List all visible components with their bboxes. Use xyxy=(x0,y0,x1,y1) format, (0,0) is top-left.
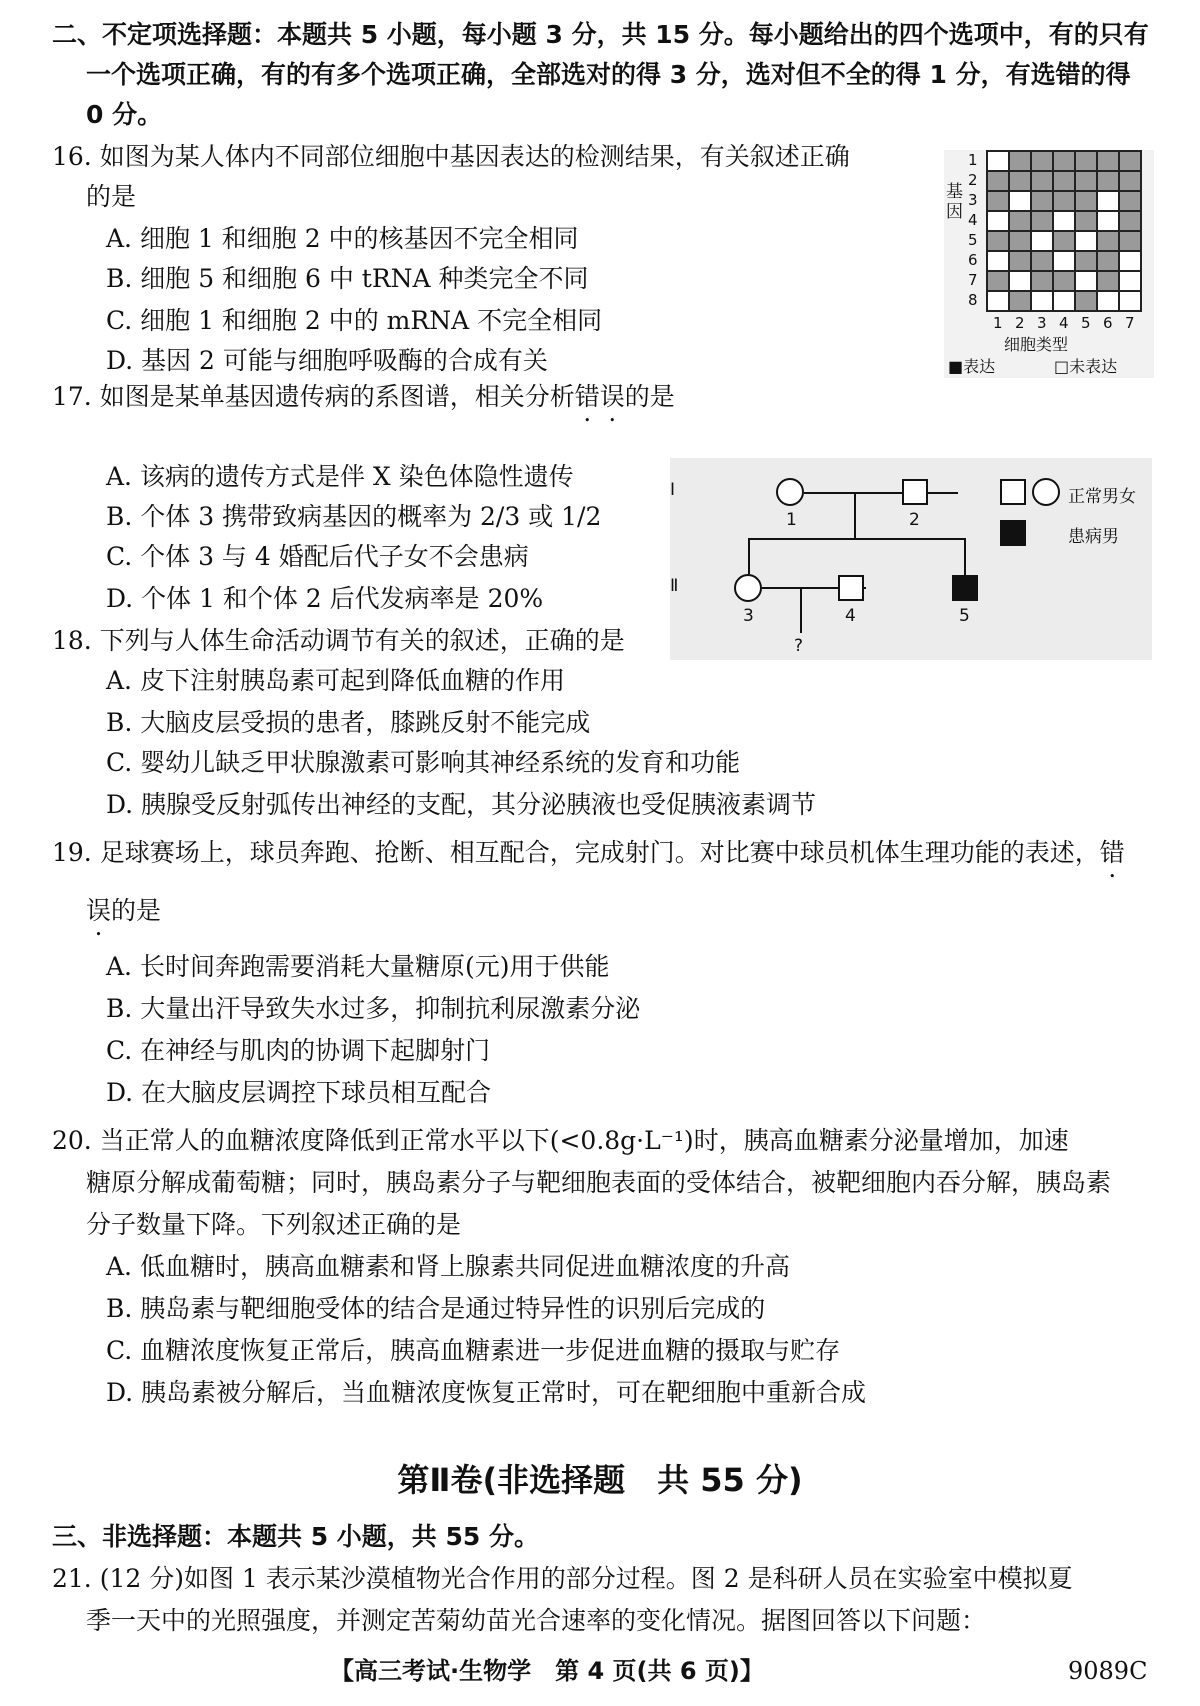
individual-2-male xyxy=(902,479,928,505)
gene-cell xyxy=(1075,191,1097,211)
individual-4-male xyxy=(838,575,864,601)
gene-cell xyxy=(1053,271,1075,291)
q16-option-d: D. 基因 2 可能与细胞呼吸酶的合成有关 xyxy=(106,346,548,375)
generation-label-2: Ⅱ xyxy=(670,576,679,596)
gene-cell xyxy=(1075,271,1097,291)
q17-stem-end: 的是 xyxy=(624,382,675,411)
gene-cell xyxy=(1009,191,1031,211)
q20-option-c: C. 血糖浓度恢复正常后，胰高血糖素进一步促进血糖的摄取与贮存 xyxy=(106,1336,841,1365)
part2-title: 第Ⅱ卷(非选择题 共 55 分) xyxy=(397,1461,803,1499)
q17-option-b: B. 个体 3 携带致病基因的概率为 2/3 或 1/2 xyxy=(106,502,602,531)
q17-stem-text: 17. 如图是某单基因遗传病的系图谱，相关分析 xyxy=(52,382,575,411)
gene-cell xyxy=(1053,211,1075,231)
gene-cell xyxy=(1053,191,1075,211)
gene-cell xyxy=(1097,231,1119,251)
gene-cell xyxy=(1075,171,1097,191)
gene-cell xyxy=(1097,151,1119,171)
sibship-line xyxy=(748,538,966,540)
q20-stem-line3: 分子数量下降。下列叙述正确的是 xyxy=(86,1210,462,1239)
q21-stem-line1: 21. (12 分)如图 1 表示某沙漠植物光合作用的部分过程。图 2 是科研人员在实验室中模拟夏 xyxy=(52,1564,1073,1593)
gene-cell xyxy=(987,211,1009,231)
q19-emphasis-2: 误 xyxy=(86,896,112,925)
gene-expression-figure xyxy=(944,150,1154,378)
gene-number-label: 2 xyxy=(968,171,978,189)
gene-cell xyxy=(1119,211,1141,231)
legend-normal-female-icon xyxy=(1032,478,1060,506)
gene-cell xyxy=(1075,291,1097,311)
q20-stem-line2: 糖原分解成葡萄糖；同时，胰岛素分子与靶细胞表面的受体结合，被靶细胞内吞分解，胰岛素 xyxy=(86,1168,1112,1197)
q17-emphasis-1: 错 xyxy=(574,382,600,411)
gene-number-label: 1 xyxy=(968,151,978,169)
gene-number-label: 3 xyxy=(968,191,978,209)
label-3: 3 xyxy=(743,606,754,626)
gene-cell xyxy=(1009,291,1031,311)
offspring-line xyxy=(800,587,802,633)
legend-normal-text: 正常男女 xyxy=(1068,487,1136,507)
generation-label-1: Ⅰ xyxy=(670,480,676,500)
q19-stem-line1 xyxy=(52,836,1125,870)
gene-cell xyxy=(987,151,1009,171)
gene-cell xyxy=(1031,271,1053,291)
q18-option-d: D. 胰腺受反射弧传出神经的支配，其分泌胰液也受促胰液素调节 xyxy=(106,790,817,819)
cell-number-label: 6 xyxy=(1103,314,1113,332)
q17-option-d: D. 个体 1 和个体 2 后代发病率是 20% xyxy=(106,584,544,613)
gene-cell xyxy=(1009,171,1031,191)
q17-option-a: A. 该病的遗传方式是伴 X 染色体隐性遗传 xyxy=(106,462,574,491)
individual-1-female xyxy=(776,478,804,506)
q19-option-d: D. 在大脑皮层调控下球员相互配合 xyxy=(106,1078,492,1107)
legend-affected-icon xyxy=(1000,520,1026,546)
footer-code: 9089C xyxy=(1068,1657,1148,1685)
q18-option-c: C. 婴幼儿缺乏甲状腺激素可影响其神经系统的发育和功能 xyxy=(106,748,741,777)
gene-cell xyxy=(987,291,1009,311)
section3-header: 三、非选择题：本题共 5 小题，共 55 分。 xyxy=(52,1522,540,1551)
q16-option-a: A. 细胞 1 和细胞 2 中的核基因不完全相同 xyxy=(106,224,579,253)
legend-affected-text: 患病男 xyxy=(1068,527,1119,547)
gene-cell xyxy=(1119,191,1141,211)
cell-number-label: 3 xyxy=(1037,314,1047,332)
gene-number-label: 5 xyxy=(968,231,978,249)
gene-cell xyxy=(987,251,1009,271)
cell-number-label: 7 xyxy=(1125,314,1135,332)
q20-option-d: D. 胰岛素被分解后，当血糖浓度恢复正常时，可在靶细胞中重新合成 xyxy=(106,1378,867,1407)
unknown-offspring: ? xyxy=(794,636,804,656)
gene-cell xyxy=(1119,151,1141,171)
gene-cell xyxy=(1053,231,1075,251)
gene-cell xyxy=(1031,291,1053,311)
q17-stem xyxy=(52,380,675,414)
q16-stem-line1: 16. 如图为某人体内不同部位细胞中基因表达的检测结果，有关叙述正确 xyxy=(52,142,850,171)
q21-stem-line2: 季一天中的光照强度，并测定苦菊幼苗光合速率的变化情况。据图回答以下问题： xyxy=(86,1606,987,1635)
gene-cell xyxy=(1097,271,1119,291)
legend-normal-male-icon xyxy=(1000,479,1026,505)
gene-cell xyxy=(1119,171,1141,191)
gene-cell xyxy=(987,171,1009,191)
gene-cell xyxy=(1075,231,1097,251)
gene-cell xyxy=(1053,291,1075,311)
gene-cell xyxy=(1009,251,1031,271)
label-1: 1 xyxy=(786,510,797,530)
gene-cell xyxy=(1097,251,1119,271)
gene-cell xyxy=(1097,171,1119,191)
q19-stem-text: 19. 足球赛场上，球员奔跑、抢断、相互配合，完成射门。对比赛中球员机体生理功能的表述， xyxy=(52,838,1100,867)
gene-cell xyxy=(1053,151,1075,171)
cell-number-label: 5 xyxy=(1081,314,1091,332)
gene-cell xyxy=(987,231,1009,251)
gene-cell xyxy=(1097,211,1119,231)
cell-type-label: 细胞类型 xyxy=(1004,335,1069,354)
gene-expression-grid xyxy=(986,150,1142,312)
gene-number-label: 6 xyxy=(968,251,978,269)
section2-line2: 一个选项正确，有的有多个选项正确，全部选对的得 3 分，选对但不全的得 1 分，有选错的得 xyxy=(86,60,1131,89)
gene-cell xyxy=(1097,191,1119,211)
drop-line-3 xyxy=(748,538,750,574)
label-5: 5 xyxy=(959,606,970,626)
gene-cell xyxy=(1031,151,1053,171)
gene-number-label: 7 xyxy=(968,271,978,289)
q19-stem-line2 xyxy=(86,894,161,928)
gene-cell xyxy=(987,271,1009,291)
gene-number-label: 8 xyxy=(968,291,978,309)
gene-cell xyxy=(1097,291,1119,311)
q16-option-b: B. 细胞 5 和细胞 6 中 tRNA 种类完全不同 xyxy=(106,264,589,293)
gene-cell xyxy=(1009,271,1031,291)
gene-cell xyxy=(1009,151,1031,171)
q18-option-b: B. 大脑皮层受损的患者，膝跳反射不能完成 xyxy=(106,708,591,737)
drop-line-5 xyxy=(964,538,966,576)
gene-cell xyxy=(1031,211,1053,231)
q19-option-c: C. 在神经与肌肉的协调下起脚射门 xyxy=(106,1036,491,1065)
marriage-line-gen1 xyxy=(804,492,958,494)
gene-number-label: 4 xyxy=(968,211,978,229)
q19-stem-end: 的是 xyxy=(111,896,162,925)
legend-expressed: ■表达 xyxy=(948,357,996,376)
gene-cell xyxy=(1075,151,1097,171)
gene-cell xyxy=(1119,271,1141,291)
q19-option-b: B. 大量出汗导致失水过多，抑制抗利尿激素分泌 xyxy=(106,994,641,1023)
gene-cell xyxy=(1031,231,1053,251)
gene-cell xyxy=(1119,291,1141,311)
footer-page-info: 【高三考试·生物学 第 4 页(共 6 页)】 xyxy=(330,1657,764,1685)
cell-number-label: 2 xyxy=(1015,314,1025,332)
q16-option-c: C. 细胞 1 和细胞 2 中的 mRNA 不完全相同 xyxy=(106,306,603,335)
label-2: 2 xyxy=(909,510,920,530)
gene-cell xyxy=(1119,251,1141,271)
gene-axis-label: 基因 xyxy=(946,182,963,222)
section2-line1: 二、不定项选择题：本题共 5 小题，每小题 3 分，共 15 分。每小题给出的四个选项中，有的只有 xyxy=(52,20,1149,49)
gene-cell xyxy=(1053,251,1075,271)
q20-option-a: A. 低血糖时，胰高血糖素和肾上腺素共同促进血糖浓度的升高 xyxy=(106,1252,790,1281)
descent-line xyxy=(854,492,856,538)
section2-line3: 0 分。 xyxy=(86,100,163,129)
q19-option-a: A. 长时间奔跑需要消耗大量糖原(元)用于供能 xyxy=(106,952,610,981)
gene-cell xyxy=(1053,171,1075,191)
q16-stem-line2: 的是 xyxy=(86,182,137,211)
gene-cell xyxy=(1031,171,1053,191)
individual-5-affected-male xyxy=(952,575,978,601)
q18-option-a: A. 皮下注射胰岛素可起到降低血糖的作用 xyxy=(106,666,565,695)
q19-emphasis-1: 错 xyxy=(1099,838,1125,867)
label-4: 4 xyxy=(845,606,856,626)
q20-stem-line1: 20. 当正常人的血糖浓度降低到正常水平以下(<0.8g·L⁻¹)时，胰高血糖素分泌量增加，加速 xyxy=(52,1126,1069,1155)
q17-emphasis-2: 误 xyxy=(599,382,625,411)
pedigree-chart xyxy=(670,458,1152,660)
gene-cell xyxy=(1075,211,1097,231)
gene-cell xyxy=(1009,211,1031,231)
q18-stem: 18. 下列与人体生命活动调节有关的叙述，正确的是 xyxy=(52,626,625,655)
q20-option-b: B. 胰岛素与靶细胞受体的结合是通过特异性的识别后完成的 xyxy=(106,1294,766,1323)
gene-cell xyxy=(1031,191,1053,211)
cell-number-label: 4 xyxy=(1059,314,1069,332)
legend-not-expressed: □未表达 xyxy=(1054,357,1118,376)
individual-3-female xyxy=(734,574,762,602)
gene-cell xyxy=(987,191,1009,211)
gene-cell xyxy=(1119,231,1141,251)
gene-cell xyxy=(1075,251,1097,271)
gene-cell xyxy=(1009,231,1031,251)
cell-number-label: 1 xyxy=(993,314,1003,332)
gene-cell xyxy=(1031,251,1053,271)
q17-option-c: C. 个体 3 与 4 婚配后代子女不会患病 xyxy=(106,542,529,571)
